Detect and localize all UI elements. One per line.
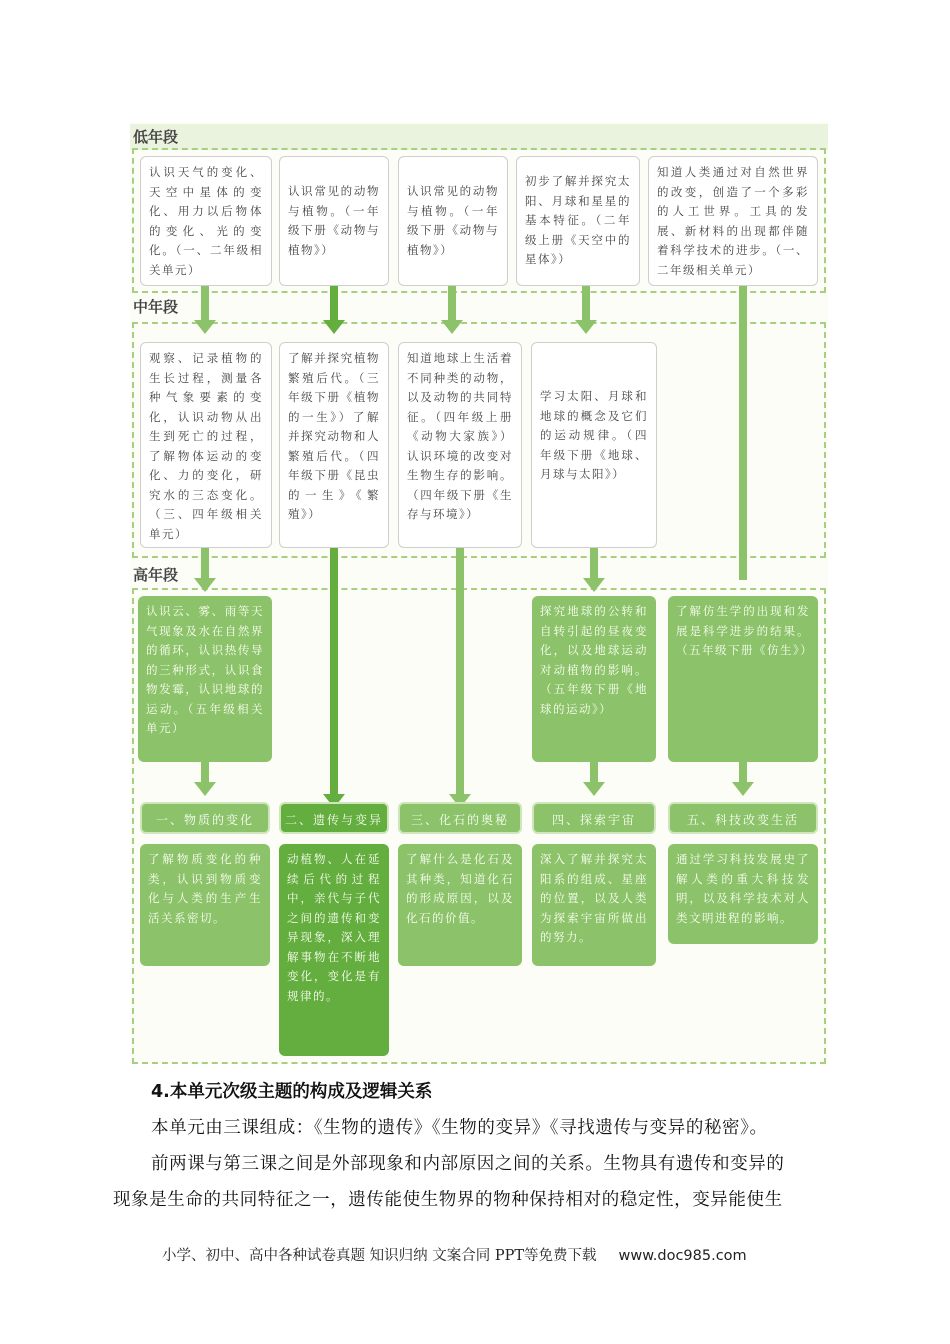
unit-desc-4: 深入了解并探究太阳系的组成、星座的位置，以及人类为探索宇宙所做出的努力。 [532,844,656,966]
section-heading: 4.本单元次级主题的构成及逻辑关系 [151,1082,433,1102]
unit-title-1: 一、物质的变化 [140,802,270,834]
low-box-4: 初步了解并探究太阳、月球和星星的基本特征。（二年级上册《天空中的星体》） [516,156,640,286]
low-box-1: 认识天气的变化、天空中星体的变化、用力以后物体的变化、光的变化。（一、二年级相关单元） [140,156,272,286]
paragraph-line: 本单元由三课组成：《生物的遗传》《生物的变异》《寻找遗传与变异的秘密》。 [151,1118,768,1138]
unit-desc-5: 通过学习科技发展史了解人类的重大科技发明，以及科学技术对人类文明进程的影响。 [668,844,818,944]
section-header-high: 高年段 [133,566,179,584]
unit-title-3: 三、化石的奥秘 [398,802,522,834]
science-curriculum-diagram [130,122,828,1064]
low-box-5: 知道人类通过对自然世界的改变，创造了一个多彩的人工世界。工具的发展、新材料的出现都伴随着科学技术的进步。（一、二年级相关单元） [648,156,818,286]
unit-desc-2: 动植物、人在延续后代的过程中，亲代与子代之间的遗传和变异现象，深入理解事物在不断地变化，变化是有规律的。 [279,844,389,1056]
unit-desc-3: 了解什么是化石及其种类，知道化石的形成原因，以及化石的价值。 [398,844,522,966]
mid-box-1: 观察、记录植物的生长过程，测量各种气象要素的变化，认识动物从出生到死亡的过程，了解物体运动的变化、力的变化，研究水的三态变化。（三、四年级相关单元） [140,342,272,548]
paragraph-line: 前两课与第三课之间是外部现象和内部原因之间的关系。生物具有遗传和变异的 [151,1154,785,1174]
footer-site-link[interactable]: www.doc985.com [618,1248,747,1264]
mid-box-3: 知道地球上生活着不同种类的动物，以及动物的共同特征。（四年级上册《动物大家族》）认识环境的改变对生物生存的影响。（四年级下册《生存与环境》） [398,342,522,548]
unit-desc-1: 了解物质变化的种类，认识到物质变化与人类的生产生活关系密切。 [140,844,270,966]
mid-box-4: 学习太阳、月球和地球的概念及它们的运动规律。（四年级下册《地球、月球与太阳》） [531,342,657,548]
unit-title-4: 四、探索宇宙 [532,802,656,834]
unit-title-2: 二、遗传与变异 [279,802,389,834]
low-box-2: 认识常见的动物与植物。（一年级下册《动物与植物》） [279,156,389,286]
section-header-low: 低年段 [130,124,828,150]
mid-box-2: 了解并探究植物繁殖后代。（三年级下册《植物的一生》）了解并探究动物和人繁殖后代。（四年级下册《昆虫的一生》《繁殖》） [279,342,389,548]
section-header-mid: 中年段 [133,298,179,316]
unit-title-5: 五、科技改变生活 [668,802,818,834]
page-footer [162,1244,747,1265]
high-box-3: 了解仿生学的出现和发展是科学进步的结果。（五年级下册《仿生》） [668,596,818,762]
footer-text: 小学、初中、高中各种试卷真题 知识归纳 文案合同 PPT等免费下载 [162,1248,597,1264]
high-box-1: 认识云、雾、雨等天气现象及水在自然界的循环，认识热传导的三种形式，认识食物发霉，认识地球的运动。（五年级相关单元） [138,596,272,762]
paragraph-line: 现象是生命的共同特征之一，遗传能使生物界的物种保持相对的稳定性，变异能使生 [113,1190,783,1210]
high-box-2: 探究地球的公转和自转引起的昼夜变化，以及地球运动对动植物的影响。（五年级下册《地球的运动》） [532,596,656,762]
low-box-3: 认识常见的动物与植物。（一年级下册《动物与植物》） [398,156,508,286]
